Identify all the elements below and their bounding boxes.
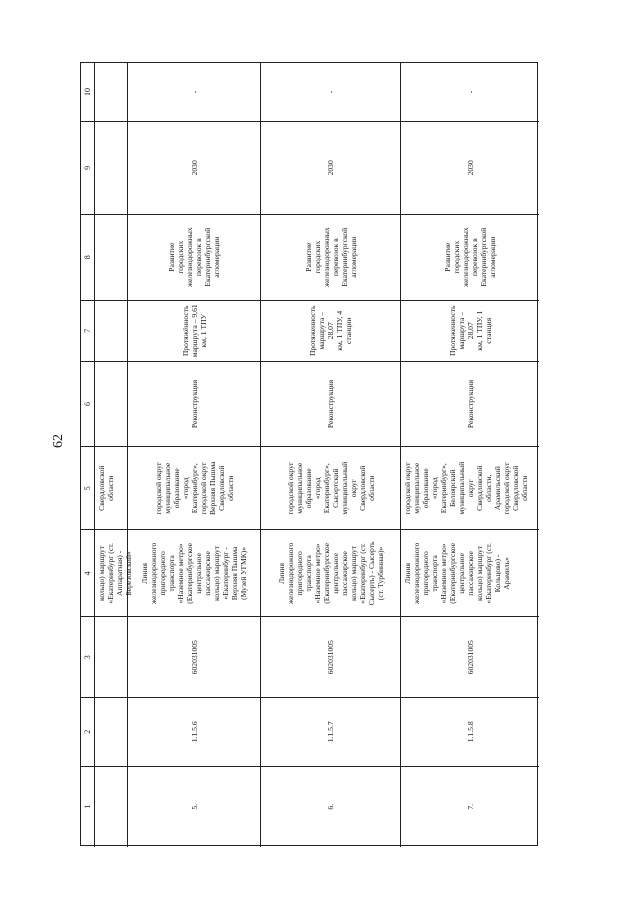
table-row (128, 63, 261, 847)
row-kbk: 602031005 (261, 616, 400, 697)
table-header-row (81, 63, 95, 847)
row-purpose: Развитие городских железнодорожных перевозок в Екатеринбургской агломерации (401, 214, 539, 300)
row-number: 5. (128, 766, 260, 847)
row-work-type: Реконструкция (128, 361, 260, 446)
projects-table (80, 62, 538, 846)
page-number: 62 (51, 434, 66, 448)
row-work-type: Реконструкция (261, 361, 400, 446)
header-col-10: 10 (83, 88, 92, 96)
header-col-3: 3 (81, 616, 94, 697)
row-col10: - (189, 90, 199, 94)
row-characteristics: Протяженность маршрута – 28,07 км, 1 ТПУ, 1 станция (401, 300, 539, 361)
header-col-1: 1 (81, 766, 94, 847)
header-col-4: 4 (81, 529, 94, 616)
cont-cell-6 (95, 361, 127, 446)
cont-route-name: кольцо) маршрут «Екатеринбург (ст. Аппаратная) - Березовский» (95, 529, 127, 616)
header-col-8: 8 (81, 214, 94, 300)
row-code: 1.1.5.6 (128, 697, 260, 766)
row-purpose: Развитие городских железнодорожных перевозок в Екатеринбургской агломерации (128, 214, 260, 300)
row-kbk: 602031005 (128, 616, 260, 697)
row-number: 7. (401, 766, 539, 847)
row-route-name: Линия железнодорожного пригородного транспорта «Наземное метро» (Екатеринбургское центральное пассажирское кольцо) маршрут «Екатеринбург (ст. Кольцово) - Арамиль» (401, 529, 539, 616)
row-municipality: городской округ муниципальное образование «город Екатеринбург», городской округ Верхняя Пышма Свердловской области (128, 446, 260, 529)
cont-municipality: Свердловской области (95, 446, 127, 529)
row-characteristics: Протяженность маршрута – 28,07 км, 1 ТПУ, 4 станции (261, 300, 400, 361)
row-work-type: Реконструкция (401, 361, 539, 446)
row-number: 6. (261, 766, 400, 847)
header-col-7: 7 (81, 300, 94, 361)
row-route-name: Линия железнодорожного пригородного транспорта «Наземное метро» (Екатеринбургское центральное пассажирское кольцо) маршрут «Екатеринбург (ст. Сысерть) - Сысерть (ст. Турбинная)» (261, 529, 400, 616)
table-row (261, 63, 401, 847)
table-row (401, 63, 539, 847)
header-col-6: 6 (81, 361, 94, 446)
continuation-row (95, 63, 133, 847)
row-code: 1.1.5.8 (401, 697, 539, 766)
row-year: 2030 (128, 121, 260, 214)
row-municipality: городской округ муниципальное образование «город Екатеринбург», Белоярский муниципальный округ Свердловской области, Арамильский городской округ Свердловской области (401, 446, 539, 529)
cont-cell-8 (95, 214, 127, 300)
row-characteristics: Протяжённость маршрута – 9,61 км, 1 ТПУ (128, 300, 260, 361)
cont-cell-2 (95, 697, 127, 766)
header-col-2: 2 (81, 697, 94, 766)
cont-cell-3 (95, 616, 127, 697)
row-year: 2030 (261, 121, 400, 214)
cont-cell-7 (95, 300, 127, 361)
row-col10: - (326, 90, 335, 94)
row-code: 1.1.5.7 (261, 697, 400, 766)
cont-cell-10 (95, 63, 127, 121)
header-col-9: 9 (81, 121, 94, 214)
cont-cell-9 (95, 121, 127, 214)
row-route-name: Линия железнодорожного пригородного транспорта «Наземное метро» (Екатеринбургское центральное пассажирское кольцо) маршрут «Екатеринбург - Верхняя Пышма (Музей УГМК)» (128, 529, 260, 616)
row-kbk: 602031005 (401, 616, 539, 697)
row-col10: - (465, 90, 475, 94)
row-year: 2030 (401, 121, 539, 214)
cont-cell-1 (95, 766, 127, 847)
row-purpose: Развитие городских железнодорожных перевозок в Екатеринбургской агломерации (261, 214, 400, 300)
row-municipality: городской округ муниципальное образование «город Екатеринбург», Сысертский муниципальный округ Свердловской области (261, 446, 400, 529)
header-col-5: 5 (81, 446, 94, 529)
